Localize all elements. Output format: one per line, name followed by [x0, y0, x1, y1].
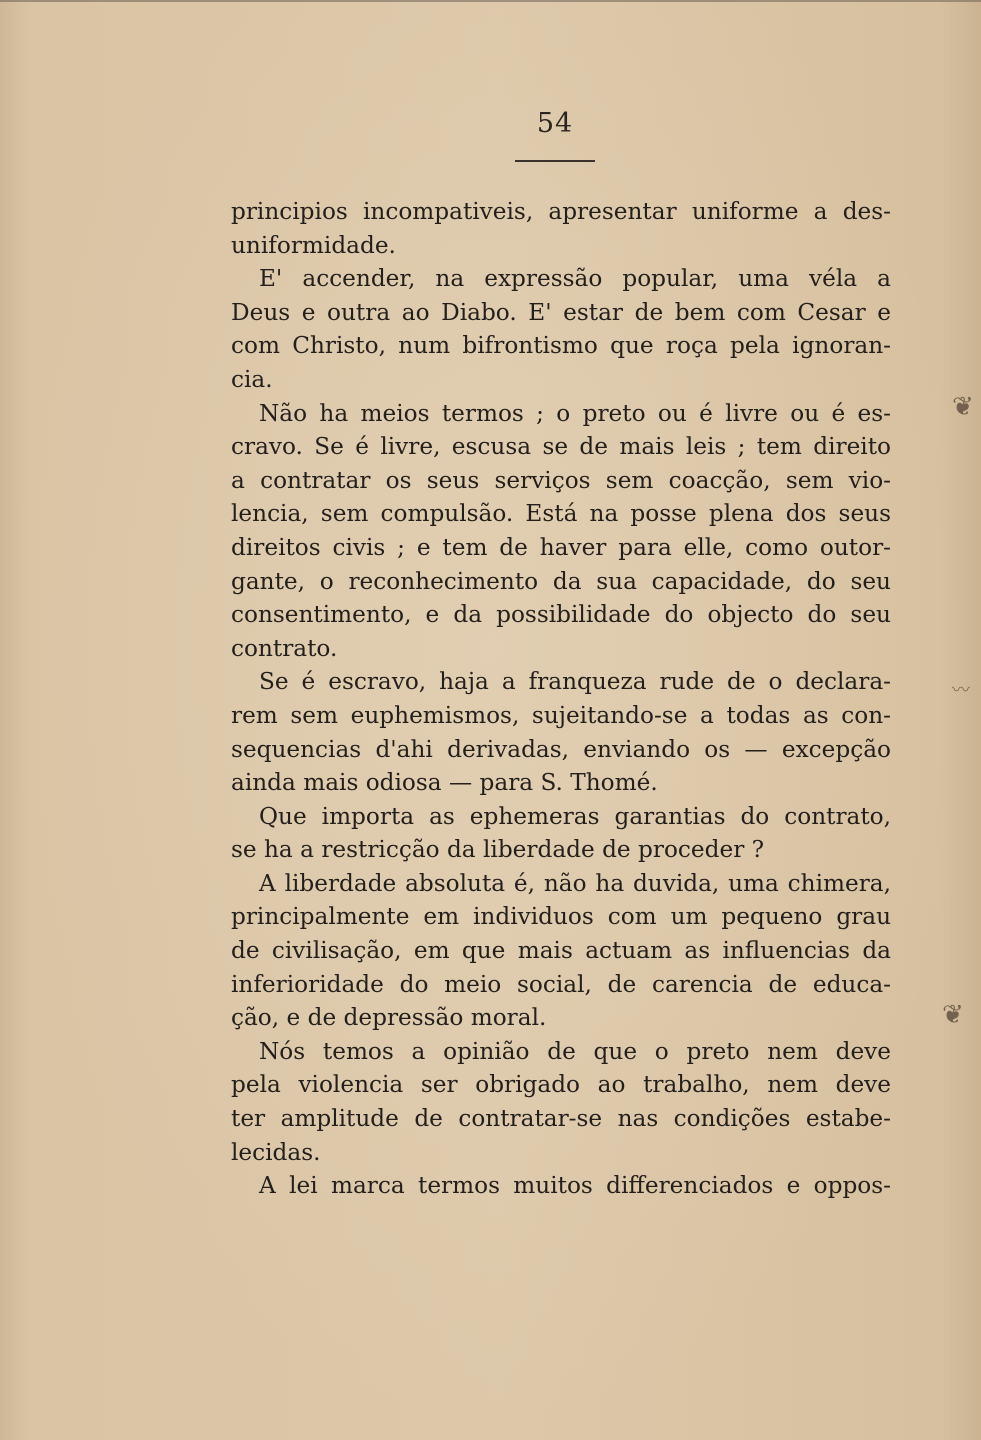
text-line: ter amplitude de contratar-se nas condições estabe- [231, 1105, 891, 1133]
text-line: sequencias d'ahi derivadas, enviando os — excepção [231, 735, 891, 763]
text-line: principios incompativeis, apresentar uniforme a des- [231, 198, 891, 225]
text-line: E' accender, na expressão popular, uma véla a [259, 265, 891, 293]
text-line: uniformidade. [231, 231, 396, 259]
text-line: A lei marca termos muitos differenciados e oppos- [259, 1172, 891, 1200]
page-number: 54 [536, 108, 574, 139]
margin-mark-icon: 〰 [952, 680, 970, 701]
text-line: gante, o reconhecimento da sua capacidade, do seu [231, 567, 891, 595]
margin-stamp-icon: ❦ [942, 1000, 964, 1030]
page-number-rule [515, 160, 595, 162]
text-line: cravo. Se é livre, escusa se de mais leis ; tem direito [231, 433, 891, 461]
text-line: A liberdade absoluta é, não ha duvida, uma chimera, [259, 869, 891, 897]
text-line: principalmente em individuos com um pequeno grau [231, 903, 891, 931]
text-line: com Christo, num bifrontismo que roça pela ignoran- [231, 332, 891, 360]
text-line: ção, e de depressão moral. [231, 1004, 547, 1032]
text-line: cia. [231, 365, 273, 393]
text-line: contrato. [231, 634, 338, 662]
text-line: se ha a restricção da liberdade de proceder ? [231, 836, 765, 864]
body-text [231, 195, 891, 1203]
text-line: pela violencia ser obrigado ao trabalho, nem deve [231, 1071, 891, 1099]
text-line: lecidas. [231, 1138, 321, 1166]
text-line: inferioridade do meio social, de carencia de educa- [231, 970, 891, 998]
text-line: Nós temos a opinião de que o preto nem deve [259, 1037, 891, 1065]
text-line: rem sem euphemismos, sujeitando-se a todas as con- [231, 701, 891, 729]
text-line: de civilisação, em que mais actuam as influencias da [231, 937, 891, 965]
text-line: Deus e outra ao Diabo. E' estar de bem com Cesar e [231, 298, 891, 326]
text-line: lencia, sem compulsão. Está na posse plena dos seus [231, 500, 891, 528]
text-line: consentimento, e da possibilidade do objecto do seu [231, 601, 891, 629]
text-line: Se é escravo, haja a franqueza rude de o declara- [259, 668, 891, 696]
margin-stamp-icon: ❦ [952, 392, 974, 422]
text-line: direitos civis ; e tem de haver para elle, como outor- [231, 533, 891, 561]
text-line: a contratar os seus serviços sem coacção, sem vio- [231, 466, 891, 494]
text-line: Não ha meios termos ; o preto ou é livre ou é es- [259, 399, 891, 427]
top-edge-rule [0, 0, 981, 10]
text-line: ainda mais odiosa — para S. Thomé. [231, 769, 658, 797]
text-line: Que importa as ephemeras garantias do contrato, [259, 802, 891, 830]
